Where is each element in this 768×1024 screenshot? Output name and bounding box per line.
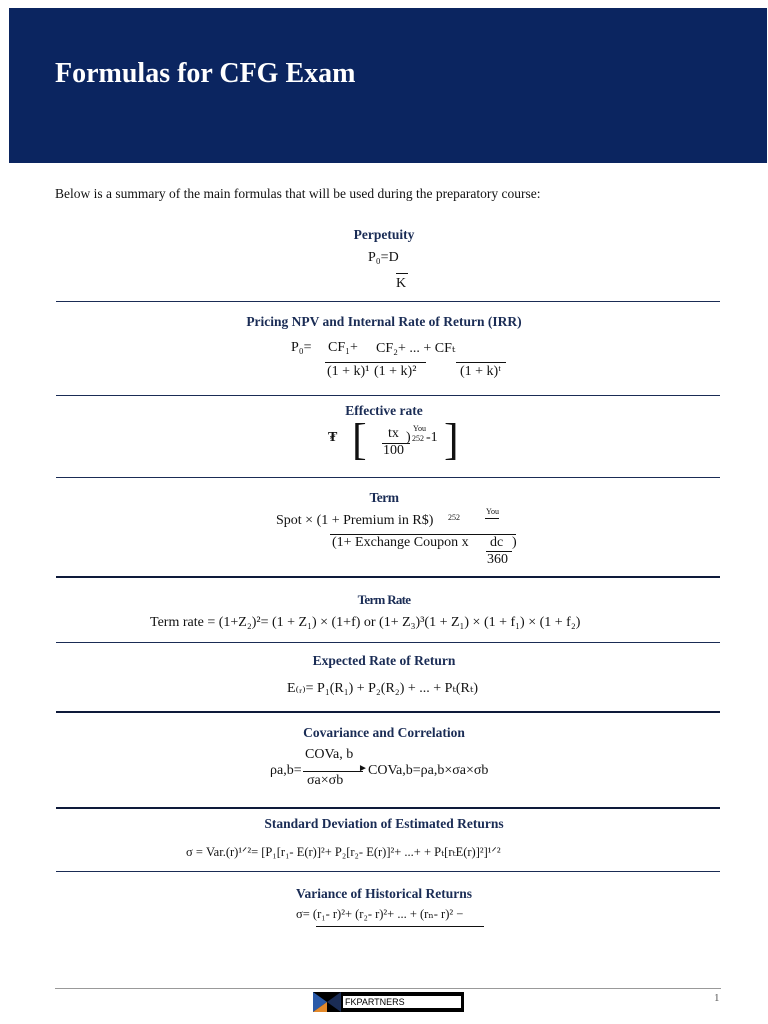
divider [56, 807, 720, 809]
effective-exp-top: You [413, 424, 426, 433]
npv-term-1: CF₁+ [328, 340, 358, 355]
npv-denominator-1: (1 + k)¹ [327, 364, 370, 379]
stddev-title: Standard Deviation of Estimated Returns [264, 816, 504, 831]
npv-term-2: CF₂+ ... + CFₜ [376, 341, 456, 356]
page-title: Formulas for CFG Exam [55, 58, 356, 89]
effective-numerator: tx [388, 426, 399, 441]
page-number: 1 [714, 992, 720, 1004]
divider [56, 576, 720, 578]
npv-denominator-2: (1 + k)² [374, 364, 417, 379]
term-rate-formula: Term rate = (1+Z₂)²= (1 + Z₁) × (1+f) or (1+ Z₃)³(1 + Z₁) × (1 + f₁) × (1 + f₂) [150, 615, 581, 630]
npv-fraction-bar [374, 362, 426, 363]
term-denominator: (1+ Exchange Coupon x [332, 535, 469, 550]
perpetuity-fraction-bar [396, 273, 408, 274]
header-banner [9, 8, 767, 163]
divider [56, 711, 720, 713]
arrow-icon: ► [358, 763, 368, 774]
effective-symbol: ₮ [328, 430, 338, 445]
left-bracket: [ [352, 415, 367, 464]
intro-text: Below is a summary of the main formulas that will be used during the preparatory course: [55, 186, 541, 201]
logo-mark-icon [313, 992, 341, 1012]
covariance-fraction-bar [303, 771, 363, 772]
covariance-title: Covariance and Correlation [303, 725, 465, 740]
variance-fraction-bar [316, 926, 484, 927]
stddev-formula: σ = Var.(r)¹ᐟ²= [P₁[r₁- E(r)]²+ P₂[r₂- E(r)]²+ ...+ + Pₜ[rₜE(r)]²]¹ᐟ² [186, 845, 501, 859]
divider [56, 871, 720, 872]
npv-lhs: P₀= [291, 340, 312, 355]
logo-text: FKPARTNERS [343, 996, 461, 1008]
perpetuity-denominator: K [396, 276, 407, 291]
npv-denominator-3: (1 + k)ᵗ [460, 364, 501, 379]
term-rate-title: Term Rate [357, 592, 411, 607]
expected-title: Expected Rate of Return [312, 653, 456, 668]
term-exp-top: You [486, 507, 499, 516]
covariance-rhs: COVa,b=ρa,b×σa×σb [368, 763, 489, 778]
term-dc: dc [490, 535, 504, 550]
effective-minus-one: -1 [426, 430, 438, 445]
term-exponent: 252 [448, 513, 460, 522]
footer-divider [55, 988, 721, 989]
divider [56, 395, 720, 396]
perpetuity-numerator: P₀=D [368, 250, 399, 265]
covariance-denominator: σa×σb [307, 773, 344, 788]
term-exp-bar [485, 518, 499, 519]
npv-fraction-bar [325, 362, 375, 363]
divider [56, 642, 720, 643]
perpetuity-title: Perpetuity [353, 227, 415, 242]
variance-title: Variance of Historical Returns [295, 886, 473, 901]
covariance-lhs: ρa,b= [270, 763, 302, 778]
effective-denominator: 100 [383, 443, 404, 458]
term-360: 360 [487, 552, 508, 567]
effective-title: Effective rate [345, 403, 423, 418]
npv-title: Pricing NPV and Internal Rate of Return (IRR) [246, 314, 522, 329]
company-logo [313, 992, 464, 1012]
divider [56, 477, 720, 478]
effective-exponent: 252 [412, 434, 424, 443]
covariance-numerator: COVa, b [305, 747, 354, 762]
right-bracket: ] [444, 415, 459, 464]
npv-fraction-bar [456, 362, 506, 363]
term-numerator: Spot × (1 + Premium in R$) [276, 513, 434, 528]
divider [56, 301, 720, 302]
variance-formula: σ= (r₁- r)²+ (r₂- r)²+ ... + (rₙ- r)² − [296, 907, 464, 921]
expected-formula: E₍ᵣ₎= P₁(R₁) + P₂(R₂) + ... + Pₜ(Rₜ) [287, 681, 478, 696]
term-close-paren: ) [512, 535, 517, 550]
term-title: Term [369, 490, 399, 505]
